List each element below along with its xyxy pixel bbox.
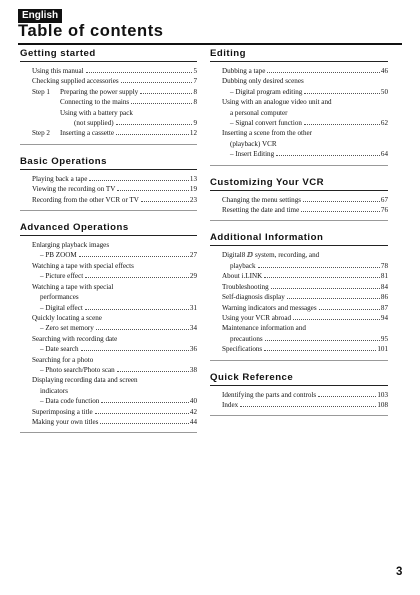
page-ref: 27 (189, 251, 197, 260)
section-heading: Advanced Operations (20, 222, 129, 234)
entry-list (32, 240, 197, 427)
page-ref: 44 (189, 417, 197, 426)
toc-entry[interactable] (32, 195, 197, 205)
entry-text: Digital8 ⅅ system, recording, and (222, 251, 320, 260)
page-ref: 84 (380, 282, 388, 291)
page-title: Table of contents (18, 22, 164, 40)
entry-label: Preparing the power supply (60, 87, 139, 96)
section-rule (20, 169, 197, 170)
toc-entry[interactable] (32, 282, 197, 313)
dot-leader (264, 277, 380, 278)
page-ref: 62 (380, 119, 388, 128)
entry-label: Using this manual (32, 67, 84, 75)
entry-label: – Digital effect (40, 303, 83, 312)
entry-label: About i.LINK (222, 272, 263, 281)
section-rule (210, 385, 388, 386)
section-divider (210, 165, 388, 166)
page-ref: 78 (380, 261, 388, 270)
section-divider (20, 210, 197, 211)
entry-label: Recording from the other VCR or TV (32, 195, 139, 204)
page-ref: 23 (189, 195, 197, 204)
dot-leader (258, 267, 380, 268)
page-ref: 67 (380, 195, 388, 204)
section-quick-reference (210, 371, 388, 417)
dot-leader (271, 288, 380, 289)
dot-leader (276, 155, 380, 156)
dot-leader (89, 180, 189, 181)
dot-leader (121, 82, 193, 83)
page-ref: 95 (380, 334, 388, 343)
toc-entry[interactable] (222, 128, 388, 159)
dot-leader (79, 256, 189, 257)
page-ref: 42 (189, 407, 197, 416)
toc-entry[interactable] (222, 250, 388, 271)
entry-label: – Digital program editing (230, 87, 303, 96)
toc-entry[interactable] (222, 76, 388, 97)
entry-text: performances (40, 293, 79, 302)
toc-entry[interactable] (32, 261, 197, 282)
dot-leader (318, 396, 376, 397)
entry-list (222, 250, 388, 354)
entry-label: Changing the menu settings (222, 195, 302, 204)
section-heading: Additional Information (210, 232, 324, 244)
entry-text: Maintenance information and (222, 324, 306, 333)
page-ref: 31 (189, 303, 197, 312)
section-heading: Customizing Your VCR (210, 176, 325, 188)
left-column (20, 47, 197, 443)
page-ref: 8 (193, 87, 197, 96)
toc-entry[interactable] (32, 407, 197, 417)
section-getting-started (20, 47, 197, 145)
toc-entry[interactable] (32, 174, 197, 184)
page-ref: 12 (189, 129, 197, 138)
entry-label: – Signal convert function (230, 119, 302, 128)
entry-label: playback (230, 261, 256, 270)
entry-label: Specifications (222, 345, 263, 354)
dot-leader (101, 402, 189, 403)
toc-entry[interactable] (32, 355, 197, 376)
dot-leader (140, 93, 192, 94)
dot-leader (303, 201, 380, 202)
page-ref: 94 (380, 313, 388, 322)
entry-label: Resetting the date and time (222, 206, 300, 215)
dot-leader (117, 190, 189, 191)
entry-text: Watching a tape with special (32, 282, 114, 291)
entry-label: – Data code function (40, 397, 100, 406)
toc-entry[interactable] (222, 66, 388, 76)
section-rule (20, 235, 197, 236)
dot-leader (240, 406, 376, 407)
toc-entry[interactable] (32, 240, 197, 261)
entry-text: a personal computer (230, 108, 288, 117)
entry-label: – PB ZOOM (40, 251, 77, 260)
page-ref: 34 (189, 324, 197, 333)
dot-leader (264, 350, 376, 351)
dot-leader (116, 134, 189, 135)
page-ref: 8 (193, 98, 197, 107)
toc-entry[interactable] (32, 313, 197, 334)
entry-label: Dubbing a tape (222, 67, 266, 75)
entry-label: Troubleshooting (222, 282, 269, 291)
entry-list (32, 174, 197, 205)
section-divider (210, 360, 388, 361)
page-ref: 86 (380, 293, 388, 302)
section-divider (210, 415, 388, 416)
entry-label: Identifying the parts and controls (222, 390, 317, 399)
section-rule (210, 245, 388, 246)
dot-leader (100, 423, 189, 424)
entry-text: Watching a tape with special effects (32, 261, 134, 270)
page-ref: 29 (189, 272, 197, 281)
entry-text: indicators (40, 386, 68, 395)
toc-entry[interactable] (222, 400, 388, 410)
dot-leader (81, 350, 189, 351)
step-label: Step 1 (32, 87, 50, 96)
step-label: Step 2 (32, 129, 50, 138)
section-heading: Editing (210, 48, 247, 59)
dot-leader (116, 124, 193, 125)
entry-label: Self-diagnosis display (222, 293, 285, 302)
dot-leader (319, 309, 380, 310)
toc-entry[interactable] (32, 76, 197, 86)
right-column (210, 47, 388, 426)
dot-leader (265, 340, 380, 341)
entry-text: Using with a battery pack (60, 108, 133, 117)
page-ref: 40 (189, 397, 197, 406)
entry-label: Superimposing a title (32, 407, 93, 416)
page-number: 3 (396, 566, 403, 578)
entry-label: – Date search (40, 345, 79, 354)
dot-leader (85, 309, 189, 310)
entry-text: Inserting a scene from the other (222, 129, 313, 138)
page-ref: 76 (380, 206, 388, 215)
dot-leader (86, 72, 193, 73)
section-heading: Basic Operations (20, 155, 107, 167)
toc-entry[interactable] (32, 128, 197, 138)
page-ref: 87 (380, 303, 388, 312)
toc-entry[interactable] (222, 313, 388, 323)
section-divider (20, 432, 197, 433)
entry-label: Viewing the recording on TV (32, 185, 116, 194)
toc-entry[interactable] (222, 323, 388, 344)
page-ref: 103 (377, 390, 388, 399)
entry-list (222, 66, 388, 160)
dot-leader (304, 93, 380, 94)
toc-entry[interactable] (222, 344, 388, 354)
page-ref: 5 (193, 67, 197, 75)
dot-leader (95, 413, 189, 414)
toc-entry[interactable] (222, 97, 388, 128)
entry-label: (not supplied) (74, 119, 114, 128)
toc-entry[interactable] (222, 205, 388, 215)
entry-list (222, 390, 388, 411)
entry-label: Playing back a tape (32, 174, 88, 183)
page-ref: 36 (189, 345, 197, 354)
toc-entry[interactable] (222, 303, 388, 313)
entry-text: Quickly locating a scene (32, 313, 102, 322)
section-additional-information (210, 231, 388, 360)
section-basic-operations (20, 155, 197, 211)
page-ref: 81 (380, 272, 388, 281)
page-ref: 108 (377, 400, 388, 409)
section-heading: Quick Reference (210, 371, 294, 383)
page-ref: 9 (193, 119, 197, 128)
entry-label: Warning indicators and messages (222, 303, 317, 312)
entry-label: – Picture effect (40, 272, 84, 281)
entry-list (222, 195, 388, 216)
entry-label: – Zero set memory (40, 324, 94, 333)
section-rule (210, 61, 388, 62)
dot-leader (141, 201, 189, 202)
toc-entry[interactable] (32, 87, 197, 97)
entry-text: Searching for a photo (32, 355, 94, 364)
dot-leader (287, 298, 380, 299)
page-ref: 101 (377, 345, 388, 354)
entry-label: Inserting a cassette (60, 129, 114, 138)
entry-text: Using with an analogue video unit and (222, 98, 332, 107)
toc-entry[interactable] (222, 292, 388, 302)
entry-label: Connecting to the mains (60, 98, 130, 107)
dot-leader (304, 124, 380, 125)
page-ref: 13 (189, 174, 197, 183)
toc-entry[interactable] (32, 66, 197, 76)
section-customizing-your-vcr (210, 176, 388, 222)
toc-entry[interactable] (32, 184, 197, 194)
page-ref: 38 (189, 365, 197, 374)
entry-label: precautions (230, 334, 263, 343)
title-rule (18, 43, 402, 45)
toc-entry[interactable] (32, 417, 197, 427)
section-editing (210, 47, 388, 166)
dot-leader (131, 103, 192, 104)
dot-leader (301, 211, 380, 212)
entry-text: Searching with recording date (32, 334, 118, 343)
section-advanced-operations (20, 221, 197, 433)
toc-entry[interactable] (222, 195, 388, 205)
dot-leader (293, 319, 380, 320)
entry-label: – Insert Editing (230, 150, 275, 159)
toc-entry[interactable] (222, 271, 388, 281)
toc-entry[interactable] (222, 390, 388, 400)
toc-entry[interactable] (222, 282, 388, 292)
toc-entry[interactable] (60, 97, 197, 107)
section-rule (20, 61, 197, 62)
entry-text: Enlarging playback images (32, 241, 110, 250)
toc-entry[interactable] (60, 108, 197, 129)
entry-label: Checking supplied accessories (32, 77, 119, 86)
dot-leader (85, 277, 189, 278)
dot-leader (267, 72, 380, 73)
entry-label: – Photo search/Photo scan (40, 365, 115, 374)
entry-label: Making your own titles (32, 417, 99, 426)
page-ref: 50 (380, 87, 388, 96)
section-divider (210, 220, 388, 221)
entry-label: Index (222, 400, 239, 409)
entry-text: Displaying recording data and screen (32, 376, 138, 385)
toc-entry[interactable] (32, 334, 197, 355)
entry-text: (playback) VCR (230, 139, 277, 148)
page-ref: 7 (193, 77, 197, 86)
entry-list (32, 66, 197, 139)
language-tab: English (18, 9, 62, 23)
toc-entry[interactable] (32, 375, 197, 406)
page-ref: 46 (380, 67, 388, 75)
dot-leader (96, 329, 189, 330)
page-ref: 64 (380, 150, 388, 159)
section-rule (210, 190, 388, 191)
entry-text: Dubbing only desired scenes (222, 77, 304, 86)
page-ref: 19 (189, 185, 197, 194)
dot-leader (117, 371, 189, 372)
section-divider (20, 144, 197, 145)
entry-label: Using your VCR abroad (222, 313, 292, 322)
section-heading: Getting started (20, 48, 96, 59)
